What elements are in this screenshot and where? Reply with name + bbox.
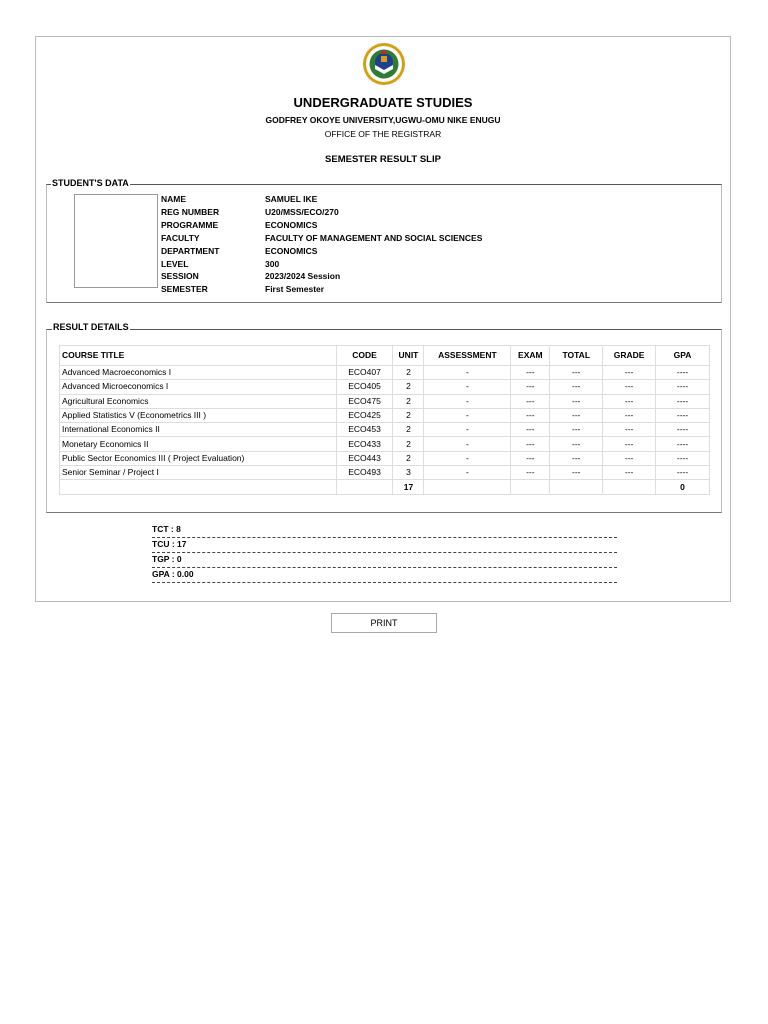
cell-code: ECO405: [336, 380, 393, 394]
department-value: ECONOMICS: [265, 245, 318, 256]
student-data-legend: STUDENT'S DATA: [52, 178, 129, 188]
empty-cell: [336, 480, 393, 494]
table-row: [60, 408, 710, 422]
office-name: OFFICE OF THE REGISTRAR: [324, 129, 442, 139]
cell-total: ---: [550, 408, 603, 422]
cell-grade: ---: [603, 466, 656, 480]
summary-tct: TCT : 8: [152, 523, 617, 538]
table-totals-row: [60, 480, 710, 494]
cell-course-title: Applied Statistics V (Econometrics III ): [60, 408, 337, 422]
programme-label: PROGRAMME: [161, 219, 219, 230]
cell-unit: 3: [393, 466, 424, 480]
name-label: NAME: [161, 194, 187, 204]
cell-grade: ---: [603, 437, 656, 451]
empty-cell: [550, 480, 603, 494]
cell-unit: 2: [393, 423, 424, 437]
university-logo: [362, 42, 406, 86]
cell-exam: ---: [511, 366, 550, 380]
cell-unit: 2: [393, 394, 424, 408]
col-gpa: GPA: [656, 346, 710, 366]
cell-exam: ---: [511, 437, 550, 451]
result-table-body: [60, 366, 710, 495]
cell-gpa: ----: [656, 451, 710, 465]
cell-assessment: -: [424, 451, 511, 465]
student-field-values: [265, 193, 482, 296]
cell-code: ECO453: [336, 423, 393, 437]
cell-exam: ---: [511, 380, 550, 394]
cell-grade: ---: [603, 423, 656, 437]
cell-course-title: International Economics II: [60, 423, 337, 437]
cell-assessment: -: [424, 380, 511, 394]
table-row: [60, 437, 710, 451]
print-button[interactable]: PRINT: [331, 613, 437, 633]
result-table: [59, 345, 710, 495]
cell-gpa: ----: [656, 380, 710, 394]
summary-gpa: GPA : 0.00: [152, 568, 617, 583]
cell-gpa: ----: [656, 437, 710, 451]
cell-unit: 2: [393, 366, 424, 380]
cell-code: ECO407: [336, 366, 393, 380]
cell-course-title: Advanced Macroeconomics I: [60, 366, 337, 380]
programme-value: ECONOMICS: [265, 219, 318, 230]
semester-label: SEMESTER: [161, 284, 208, 295]
cell-total: ---: [550, 437, 603, 451]
cell-course-title: Public Sector Economics III ( Project Evaluation): [60, 451, 337, 465]
col-total: TOTAL: [550, 346, 603, 366]
summary-tcu: TCU : 17: [152, 538, 617, 553]
cell-gpa: ----: [656, 394, 710, 408]
cell-course-title: Advanced Microeconomics I: [60, 380, 337, 394]
cell-course-title: Senior Seminar / Project I: [60, 466, 337, 480]
empty-cell: [511, 480, 550, 494]
cell-assessment: -: [424, 437, 511, 451]
empty-cell: [424, 480, 511, 494]
cell-grade: ---: [603, 408, 656, 422]
cell-total: ---: [550, 394, 603, 408]
cell-course-title: Monetary Economics II: [60, 437, 337, 451]
cell-grade: ---: [603, 366, 656, 380]
cell-code: ECO443: [336, 451, 393, 465]
cell-course-title: Agricultural Economics: [60, 394, 337, 408]
table-row: [60, 394, 710, 408]
cell-assessment: -: [424, 466, 511, 480]
name-value: SAMUEL IKE: [265, 194, 318, 204]
col-course-title: COURSE TITLE: [60, 346, 337, 366]
cell-grade: ---: [603, 380, 656, 394]
cell-grade: ---: [603, 394, 656, 408]
cell-assessment: -: [424, 394, 511, 408]
col-assessment: ASSESSMENT: [424, 346, 511, 366]
cell-exam: ---: [511, 408, 550, 422]
cell-exam: ---: [511, 466, 550, 480]
total-units: 17: [393, 480, 424, 494]
student-field-labels: [161, 193, 219, 296]
empty-cell: [60, 480, 337, 494]
cell-unit: 2: [393, 380, 424, 394]
cell-assessment: -: [424, 366, 511, 380]
reg-number-label: REG NUMBER: [161, 206, 220, 217]
cell-total: ---: [550, 423, 603, 437]
result-details-legend: RESULT DETAILS: [53, 322, 129, 332]
cell-grade: ---: [603, 451, 656, 465]
result-slip: [35, 36, 731, 602]
faculty-label: FACULTY: [161, 232, 200, 243]
cell-unit: 2: [393, 437, 424, 451]
cell-code: ECO425: [336, 408, 393, 422]
session-label: SESSION: [161, 271, 199, 282]
level-label: LEVEL: [161, 258, 189, 269]
faculty-value: FACULTY OF MANAGEMENT AND SOCIAL SCIENCES: [265, 232, 483, 243]
table-row: [60, 380, 710, 394]
cell-gpa: ----: [656, 366, 710, 380]
level-value: 300: [265, 258, 280, 269]
col-grade: GRADE: [603, 346, 656, 366]
semester-value: First Semester: [265, 284, 325, 295]
student-photo: [74, 194, 158, 288]
cell-assessment: -: [424, 423, 511, 437]
session-value: 2023/2024 Session: [265, 271, 341, 282]
table-row: [60, 451, 710, 465]
cell-code: ECO493: [336, 466, 393, 480]
slip-title: SEMESTER RESULT SLIP: [325, 154, 441, 165]
cell-gpa: ----: [656, 423, 710, 437]
table-row: [60, 366, 710, 380]
table-row: [60, 423, 710, 437]
empty-cell: [603, 480, 656, 494]
page-title: UNDERGRADUATE STUDIES: [293, 95, 473, 110]
cell-exam: ---: [511, 423, 550, 437]
department-label: DEPARTMENT: [161, 245, 220, 256]
cell-unit: 2: [393, 408, 424, 422]
cell-exam: ---: [511, 451, 550, 465]
cell-code: ECO433: [336, 437, 393, 451]
cell-total: ---: [550, 366, 603, 380]
cell-gpa: ----: [656, 408, 710, 422]
summary-tgp: TGP : 0: [152, 553, 617, 568]
reg-number-value: U20/MSS/ECO/270: [265, 206, 339, 217]
cell-total: ---: [550, 451, 603, 465]
cell-assessment: -: [424, 408, 511, 422]
cell-code: ECO475: [336, 394, 393, 408]
cell-gpa: ----: [656, 466, 710, 480]
cell-exam: ---: [511, 394, 550, 408]
col-exam: EXAM: [511, 346, 550, 366]
table-header-row: [60, 346, 710, 366]
cell-total: ---: [550, 380, 603, 394]
university-name: GODFREY OKOYE UNIVERSITY,UGWU-OMU NIKE ENUGU: [265, 115, 501, 125]
cell-unit: 2: [393, 451, 424, 465]
table-row: [60, 466, 710, 480]
col-code: CODE: [336, 346, 393, 366]
total-gpa: 0: [656, 480, 710, 494]
cell-total: ---: [550, 466, 603, 480]
col-unit: UNIT: [393, 346, 424, 366]
